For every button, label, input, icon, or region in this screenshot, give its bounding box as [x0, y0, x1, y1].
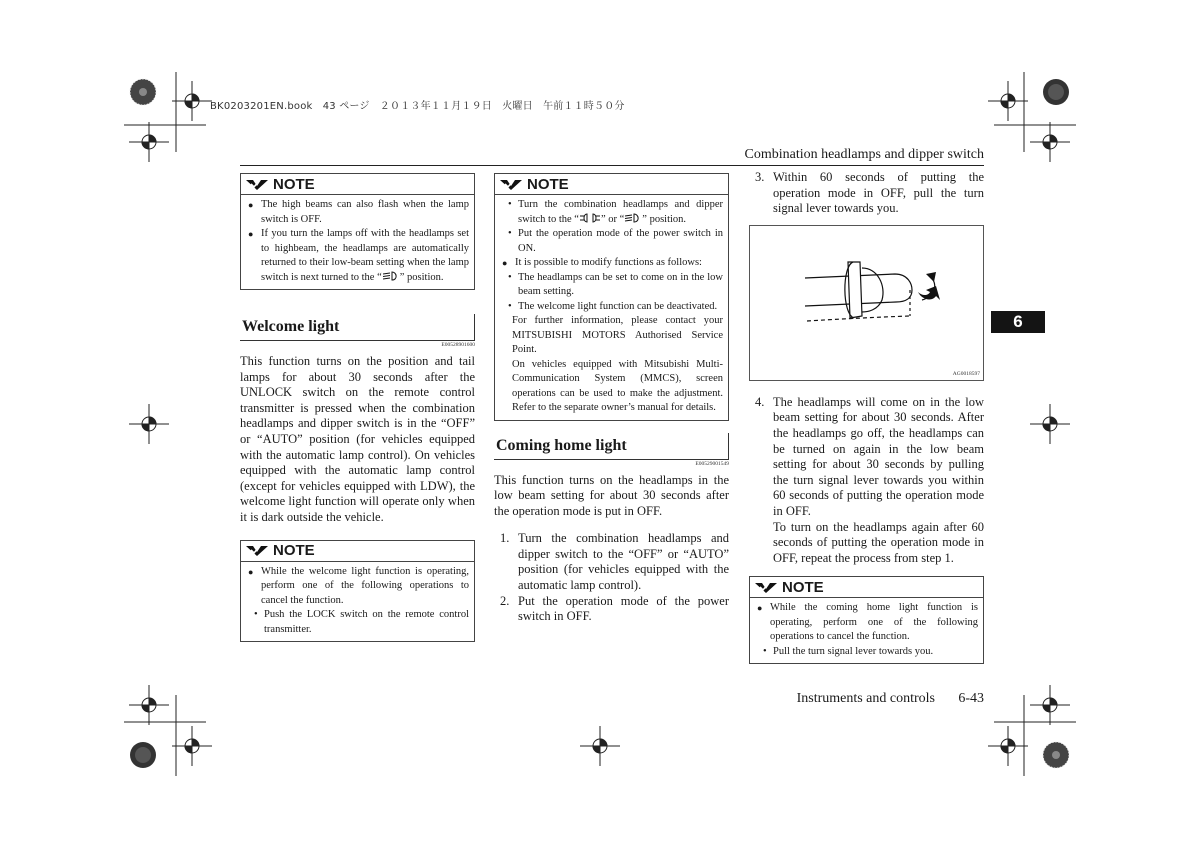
note-box — [240, 540, 475, 643]
note-body — [241, 562, 474, 642]
footer-section-label: Instruments and controls — [796, 691, 935, 706]
section-header: Combination headlamps and dipper switch — [744, 147, 984, 162]
note-header — [241, 541, 474, 562]
step-number: 4. — [755, 394, 765, 409]
note-box — [749, 576, 984, 664]
note-title: NOTE — [782, 578, 824, 596]
lever-drawing — [750, 226, 983, 378]
step-item — [755, 395, 984, 567]
step-text: Turn the combination headlamps and dipper switch to the “OFF” or “AUTO” position (for vehicles equipped with the automatic lamp control). — [518, 531, 729, 593]
note-box — [240, 173, 475, 290]
note-subitem: • Put the operation mode of the power switch in ON. — [506, 227, 723, 256]
header-rule — [240, 165, 984, 166]
note-body — [495, 195, 728, 420]
note-header — [241, 174, 474, 195]
step-text-continued: To turn on the headlamps again after 60 seconds of putting the operation mode in OFF, repeat the process from step 1. — [773, 519, 984, 565]
step-number: 3. — [755, 170, 765, 184]
note-icon — [754, 581, 778, 594]
low-beam-icon — [624, 213, 642, 223]
low-beam-icon — [382, 271, 400, 281]
note-icon — [245, 178, 269, 191]
note-box — [494, 173, 729, 421]
note-item: ● The high beams can also flash when the lamp switch is OFF. — [248, 198, 469, 227]
note-item: ● While the coming home light function is operating, perform one of the following operations to cancel the function. — [757, 601, 978, 645]
note-item: ● While the welcome light function is operating, perform one of the following operations to cancel the function. — [248, 565, 469, 609]
column-3 — [749, 170, 984, 664]
column-2 — [494, 173, 729, 625]
note-subitem: • Push the LOCK switch on the remote control transmitter. — [252, 608, 469, 637]
section-code: E00528901600 — [441, 342, 475, 348]
note-subitem: • Pull the turn signal lever towards you. — [761, 645, 978, 660]
welcome-light-title: Welcome light — [242, 318, 340, 335]
steps-list — [494, 531, 729, 625]
chapter-tab: 6 — [991, 311, 1045, 333]
note-text: On vehicles equipped with Mitsubishi Multi-Communication System (MMCS), screen operations can be used to make the adjustment. Refer to the separate owner’s manual for details. — [512, 358, 723, 413]
illustration-code: AG0018597 — [952, 370, 980, 377]
note-text: For further information, please contact your MITSUBISHI MOTORS Authorised Service Point. — [512, 315, 723, 355]
column-1 — [240, 173, 475, 642]
coming-home-light-text: This function turns on the headlamps in the low beam setting for about 30 seconds after the operation mode is put in OFF. — [494, 472, 729, 518]
section-heading — [494, 433, 729, 460]
step-text: Within 60 seconds of putting the operation mode in OFF, pull the turn signal lever towards you. — [773, 170, 984, 216]
note-subitem: • The headlamps can be set to come on in the low beam setting. — [506, 271, 723, 300]
note-header — [495, 174, 728, 195]
note-item: ● If you turn the lamps off with the headlamps set to highbeam, the headlamps are automatically returned to their low-beam setting when the lamp switch is next turned to the “ ” position. — [248, 227, 469, 285]
position-lamp-icon — [579, 213, 601, 223]
note-icon — [499, 178, 523, 191]
steps-list — [749, 395, 984, 567]
turn-signal-lever-illustration — [749, 225, 984, 381]
note-body — [750, 598, 983, 663]
welcome-light-text: This function turns on the position and tail lamps for about 30 seconds after the UNLOCK switch on the remote control transmitter is pressed when the combination headlamps and dipper switch is in the “OFF” or “AUTO” position (for vehicles equipped with the automatic lamp control). On vehicles equipped with the automatic lamp control (except for vehicles equipped with LDW), the welcome light function will operate only when it is dark outside the vehicle. — [240, 354, 475, 524]
steps-list — [749, 170, 984, 217]
step-number: 1. — [500, 531, 510, 546]
note-title: NOTE — [273, 175, 315, 193]
step-item — [500, 594, 729, 625]
note-title: NOTE — [527, 175, 569, 193]
step-text: The headlamps will come on in the low beam setting for about 30 seconds. After the headlamps go off, the headlamps can be turned on again in the low beam setting for about 30 seconds by pulling the turn signal lever towards you within 60 seconds of putting the operation mode in OFF. — [773, 394, 984, 518]
section-heading — [240, 314, 475, 341]
note-header — [750, 577, 983, 598]
note-title: NOTE — [273, 542, 315, 560]
print-header: BK0203201EN.book 43 ページ ２０１３年１１月１９日 火曜日 午前１１時５０分 — [210, 101, 625, 112]
note-icon — [245, 544, 269, 557]
step-text: Put the operation mode of the power switch in OFF. — [518, 593, 729, 624]
coming-home-light-title: Coming home light — [496, 436, 627, 454]
step-item — [500, 531, 729, 593]
step-number: 2. — [500, 593, 510, 608]
note-item: ● It is possible to modify functions as follows: — [502, 256, 723, 271]
note-subitem: • Turn the combination headlamps and dipper switch to the “ ” or “ ” position. — [506, 198, 723, 227]
section-code: E00529001549 — [695, 460, 729, 467]
step-item — [755, 170, 984, 217]
note-subitem: • The welcome light function can be deactivated. — [506, 300, 723, 315]
note-body — [241, 195, 474, 289]
page-number: 6-43 — [958, 691, 984, 706]
